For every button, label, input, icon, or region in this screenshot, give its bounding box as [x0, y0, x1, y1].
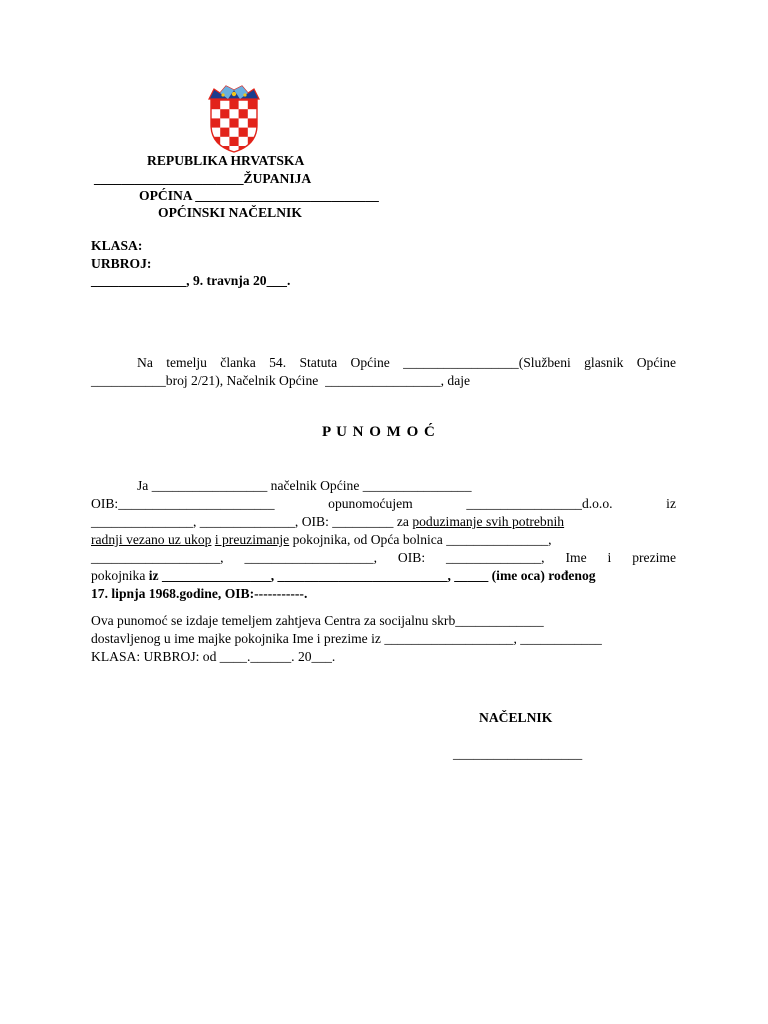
body-line-3-text: _______________, ______________, OIB: _________ za: [91, 514, 413, 529]
note-line-2: dostavljenog u ime majke pokojnika Ime i prezime iz ___________________, ____________: [91, 631, 602, 646]
urbroj-label: URBROJ:: [91, 256, 152, 271]
date-line: ______________, 9. travnja 20___.: [91, 273, 291, 288]
signature-title: NAČELNIK: [479, 710, 553, 725]
note-line-1: Ova punomoć se izdaje temeljem zahtjeva Centra za socijalnu skrb_____________: [91, 613, 544, 628]
preamble-line-1: Na temelju članka 54. Statuta Općine _________________(Službeni glasnik Općine: [137, 355, 676, 370]
municipality-line: OPĆINA ___________________________: [139, 188, 379, 203]
preamble-line-2: ___________broj 2/21), Načelnik Općine _________________, daje: [91, 373, 471, 388]
body-line-2: OIB:_______________________ opunomoćujem _________________d.o.o. iz: [91, 496, 676, 511]
body-line-4-underlined-b: i preuzimanje: [214, 532, 290, 547]
body-line-6-bold: iz ________________, _________________________, _____ (ime oca) rođenog: [148, 568, 596, 583]
body-line-4-underlined-a: radnji vezano uz ukop: [91, 532, 212, 547]
body-line-3-underlined: poduzimanje svih potrebnih: [412, 514, 565, 529]
body-line-3: [91, 513, 676, 531]
note-line-3: KLASA: URBROJ: od ____.______. 20___.: [91, 649, 336, 664]
body-line-4-text: pokojnika, od Opća bolnica _______________,: [289, 532, 552, 547]
croatian-coat-of-arms-icon: [208, 85, 260, 153]
body-line-1: Ja _________________ načelnik Općine ________________: [137, 478, 472, 493]
body-line-5: ___________________, ___________________, OIB: ______________, Ime i prezime: [91, 550, 676, 565]
klasa-label: KLASA:: [91, 238, 143, 253]
republic-heading: REPUBLIKA HRVATSKA: [147, 153, 305, 168]
body-line-6: [91, 567, 676, 585]
document-title: P U N O M O Ć: [322, 424, 436, 440]
mayor-title: OPĆINSKI NAČELNIK: [158, 205, 302, 220]
issuance-note: [91, 612, 676, 666]
county-line: ______________________ŽUPANIJA: [94, 171, 312, 186]
preamble: [91, 354, 676, 390]
signature-line: ___________________: [453, 746, 583, 761]
body-line-6-text: pokojnika: [91, 568, 149, 583]
authorization-body: [91, 477, 676, 603]
body-line-7: 17. lipnja 1968.godine, OIB:-----------.: [91, 586, 308, 601]
body-line-4: [91, 531, 676, 549]
